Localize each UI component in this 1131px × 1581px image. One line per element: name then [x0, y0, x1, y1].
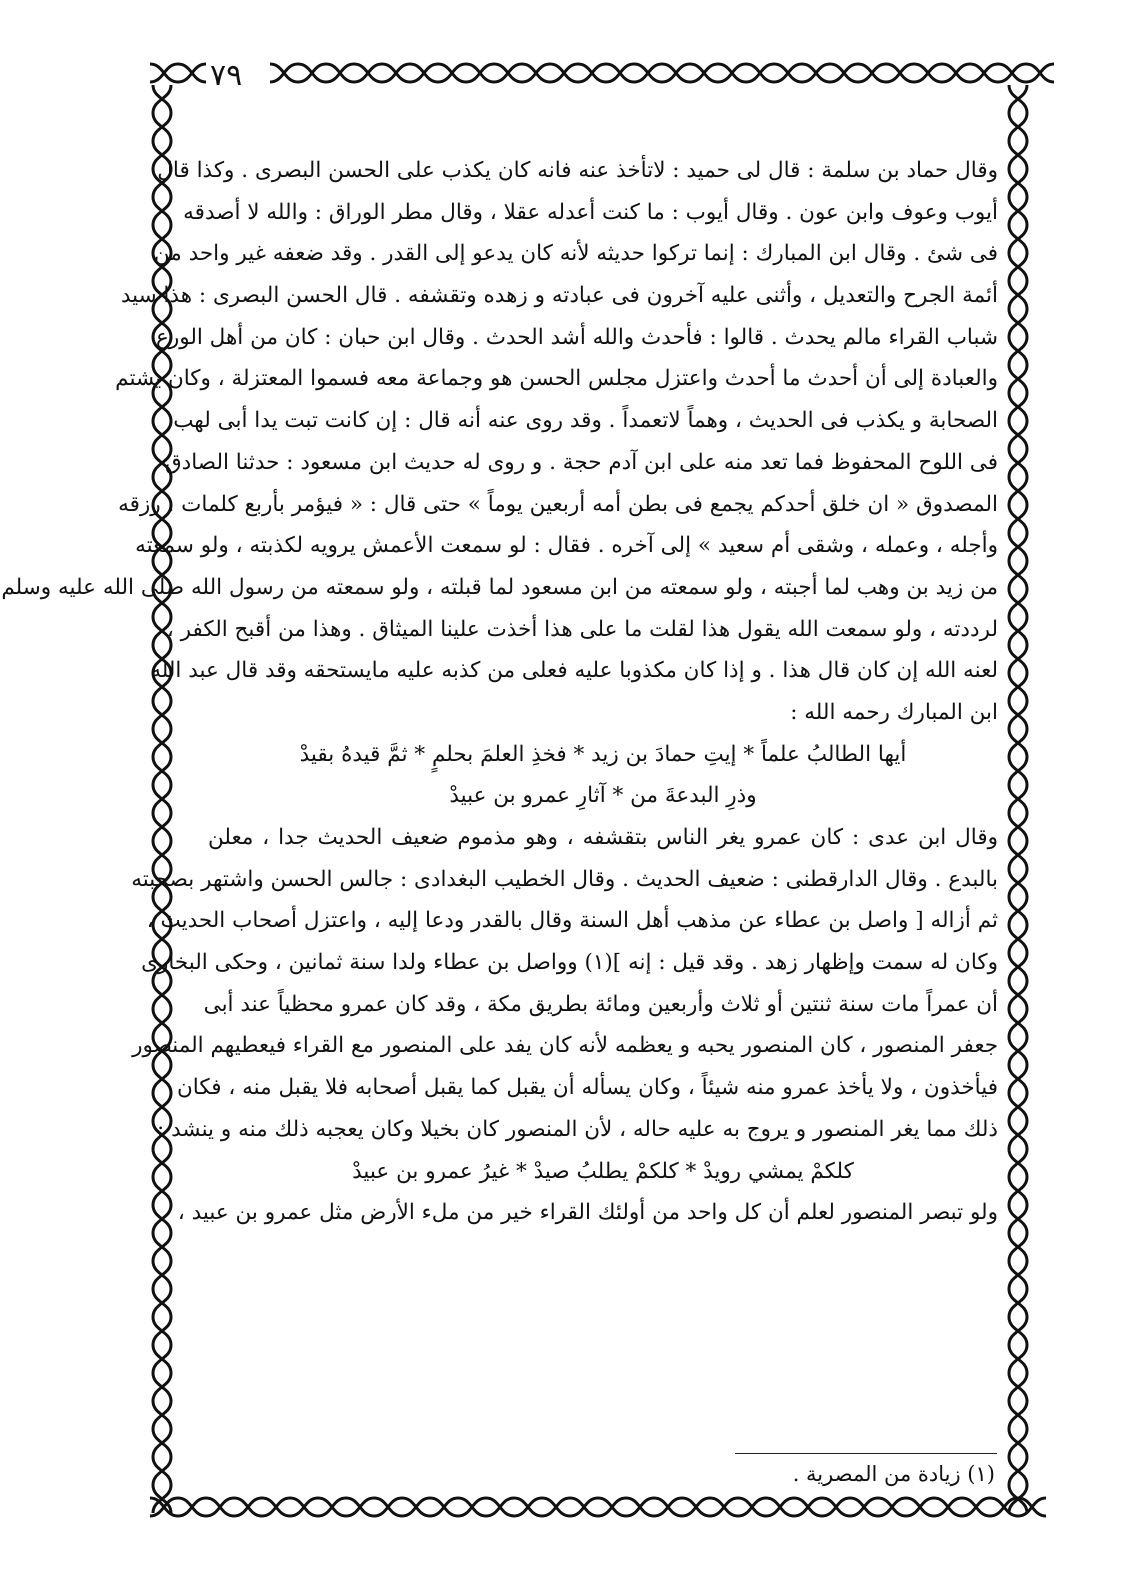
text-line: من زيد بن وهب لما أجبته ، ولو سمعته من ابن مسعود لما قبلته ، ولو سمعته من رسول الله صلى الله عليه وسلم — [1, 574, 998, 600]
text-line: لرددته ، ولو سمعت الله يقول هذا لقلت ما على هذا أخذت علينا الميثاق . وهذا من أقبح الكفر ، — [166, 616, 998, 642]
paragraph-2 — [131, 817, 998, 1151]
footnote-separator — [735, 1453, 997, 1454]
text-line: لعنه الله إن كان قال هذا . و إذا كان مكذوبا عليه فعلى من كذبه عليه مايستحقه وقد قال عبد الله — [150, 658, 998, 684]
text-line: فى شئ . وقال ابن المبارك : إنما تركوا حديثه لأنه كان يدعو إلى القدر . وقد ضعفه غير واحد من — [153, 241, 998, 267]
paragraph-3 — [177, 1192, 998, 1234]
text-line: أيوب وعوف وابن عون . وقال أيوب : ما كنت أعدله عقلا ، وقال مطر الوراق : والله لا أصدقه — [183, 199, 998, 225]
text-line: فيأخذون ، ولا يأخذ عمرو منه شيئاً ، وكان يسأله أن يقبل كما يقبل أصحابه فلا يقبل منه ، فكان — [177, 1075, 998, 1101]
text-line: بالبدع . وقال الدارقطنى : ضعيف الحديث . وقال الخطيب البغدادى : جالس الحسن واشتهر بصحبته — [131, 866, 998, 892]
text-line: ولو تبصر المنصور لعلم أن كل واحد من أولئك القراء خير من ملء الأرض مثل عمرو بن عبيد ، — [177, 1200, 998, 1226]
verse-line: كلكمْ يمشي رويدْ * كلكمْ يطلبُ صيدْ * غيرُ عمرو بن عبيدْ — [352, 1158, 854, 1184]
poem-1 — [208, 734, 998, 817]
poem-2 — [208, 1151, 998, 1193]
text-line: المصدوق « ان خلق أحدكم يجمع فى بطن أمه أربعين يوماً » حتى قال : « فيؤمر بأربع كلمات . رزقه — [118, 491, 998, 517]
text-line: والعبادة إلى أن أحدث ما أحدث واعتزل مجلس الحسن هو وجماعة معه فسموا المعتزلة ، وكان يشتم — [115, 366, 998, 392]
text-line: وقال ابن عدى : كان عمرو يغر الناس بتقشفه ، وهو مذموم ضعيف الحديث جدا ، معلن — [208, 825, 998, 850]
verse-line: أيها الطالبُ علماً * إيتِ حمادَ بن زيد * فخذِ العلمَ بحلمٍ * ثمَّ قيدهُ بقيدْ — [299, 741, 907, 767]
footnote: (١) زيادة من المصرية . — [792, 1462, 995, 1486]
text-line: أئمة الجرح والتعديل ، وأثنى عليه آخرون فى عبادته و زهده وتقشفه . قال الحسن البصرى : هذا سيد — [120, 283, 998, 309]
text-line: الصحابة و يكذب فى الحديث ، وهماً لاتعمداً . وقد روى عنه أنه قال : إن كانت تبت يدا أبى لهب — [173, 408, 998, 434]
text-line: وقال حماد بن سلمة : قال لى حميد : لاتأخذ عنه فانه كان يكذب على الحسن البصرى . وكذا قال — [157, 158, 998, 183]
verse-line: وذرِ البدعةَ من * آثارِ عمرو بن عبيدْ — [449, 783, 757, 809]
text-line: وكان له سمت وإظهار زهد . وقد قيل : إنه ](١) وواصل بن عطاء ولدا سنة ثمانين ، وحكى البخارى — [141, 950, 998, 976]
text-line: ثم أزاله [ واصل بن عطاء عن مذهب أهل السنة وقال بالقدر ودعا إليه ، واعتزل أصحاب الحديث ، — [146, 908, 998, 934]
text-line: فى اللوح المحفوظ فما تعد منه على ابن آدم حجة . و روى له حديث ابن مسعود : حدثنا الصادق — [165, 449, 998, 475]
text-line: ابن المبارك رحمه الله : — [790, 699, 998, 725]
text-line: جعفر المنصور ، كان المنصور يحبه و يعظمه لأنه كان يفد على المنصور مع القراء فيعطيهم المنصور — [132, 1033, 998, 1059]
paragraph-1 — [1, 150, 998, 734]
text-line: ذلك مما يغر المنصور و يروج به عليه حاله ، لأن المنصور كان بخيلا وكان يعجبه ذلك منه و ينشد : — [157, 1116, 998, 1142]
text-line: شباب القراء مالم يحدث . قالوا : فأحدث والله أشد الحدث . وقال ابن حبان : كان من أهل الورع — [156, 324, 998, 350]
page-number: ٧٩ — [210, 58, 243, 93]
text-line: أن عمراً مات سنة ثنتين أو ثلاث وأربعين ومائة بطريق مكة ، وقد كان عمرو محظياً عند أبى — [203, 991, 998, 1017]
text-line: وأجله ، وعمله ، وشقى أم سعيد » إلى آخره . فقال : لو سمعت الأعمش يرويه لكذبته ، ولو سمعته — [135, 533, 998, 559]
main-text — [1, 150, 998, 1234]
